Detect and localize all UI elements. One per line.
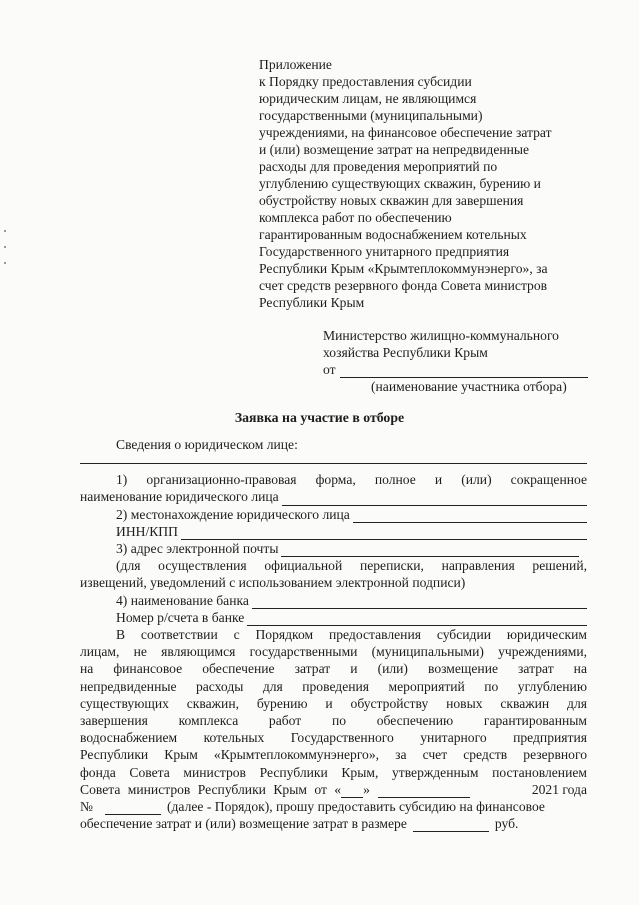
scan-mark xyxy=(4,262,6,264)
addressee-ministry: Министерство жилищно-коммунального xyxy=(323,328,559,343)
legal-entity-blank-line[interactable] xyxy=(80,453,587,464)
addressee-block xyxy=(323,327,603,395)
inn-label: ИНН/КПП xyxy=(116,523,178,539)
appendix-header xyxy=(259,56,599,311)
item1-row xyxy=(80,488,587,505)
item2-row xyxy=(80,506,587,523)
appendix-line: Республики Крым «Крымтеплокоммунэнерго», за xyxy=(259,261,548,276)
amount-row xyxy=(80,815,587,832)
paragraph-line: на финансовое обеспечение затрат и (или) возмещение затрат на xyxy=(80,661,587,677)
appendix-line: юридическим лицам, не являющимся xyxy=(259,91,477,106)
applicant-name-field[interactable] xyxy=(340,365,588,378)
bank-name-field[interactable] xyxy=(252,596,587,609)
resolution-number-field[interactable] xyxy=(105,803,161,815)
appendix-line: углублению существующих скважин, бурению и xyxy=(259,176,541,191)
resolution-month-field[interactable] xyxy=(378,786,470,798)
form-intro: Сведения о юридическом лице: xyxy=(116,437,298,452)
paragraph-line: фонда Совета министров Республики Крым, утвержденным постановлением xyxy=(80,764,587,780)
item2-label: 2) местонахождение юридического лица xyxy=(116,506,350,522)
entity-name-field[interactable] xyxy=(282,493,587,506)
account-number-field[interactable] xyxy=(247,613,587,626)
appendix-line: обустройству новых скважин для завершения xyxy=(259,193,524,208)
item3-note-line2: извещений, уведомлений с использованием электронной подписи) xyxy=(80,575,466,591)
inn-row xyxy=(80,523,587,540)
appendix-line: государственными (муниципальными) xyxy=(259,108,483,123)
resolution-day-close: » xyxy=(363,781,370,797)
location-field[interactable] xyxy=(353,510,587,523)
appendix-line: Государственного унитарного предприятия xyxy=(259,244,510,259)
item1-label: наименование юридического лица xyxy=(80,489,279,505)
item4-label: 4) наименование банка xyxy=(116,592,249,608)
from-label: от xyxy=(323,362,336,377)
currency-label: руб. xyxy=(494,816,519,832)
resolution-number-rest: (далее - Порядок), прошу предоставить субсидию на финансовое xyxy=(166,799,545,815)
paragraph-line: завершения комплекса работ по обеспечению гарантированным xyxy=(80,713,587,729)
scan-mark xyxy=(4,246,6,248)
account-label: Номер р/счета в банке xyxy=(116,609,245,625)
account-row xyxy=(80,609,587,626)
item1-text: 1) организационно-правовая форма, полное и (или) сокращенное xyxy=(116,472,587,488)
item3-label: 3) адрес электронной почты xyxy=(116,541,279,557)
subsidy-amount-field[interactable] xyxy=(413,820,489,832)
scan-margin-marks xyxy=(4,230,10,290)
paragraph-line: Республики Крым «Крымтеплокоммунэнерго», за счет средств резервного xyxy=(80,747,587,763)
inn-kpp-field[interactable] xyxy=(181,527,587,540)
item4-row xyxy=(80,592,587,609)
amount-prefix: обеспечение затрат и (или) возмещение затрат в размере xyxy=(80,816,407,832)
number-sign: № xyxy=(80,799,93,815)
paragraph-line: водоснабжением котельных Государственного унитарного предприятия xyxy=(80,730,587,746)
paragraph-line: существующих скважин, бурению и обустройству новых скважин для xyxy=(80,695,587,711)
item3-note-line1: (для осуществления официальной переписки, направления решений, xyxy=(116,558,587,574)
appendix-line: Республики Крым xyxy=(259,295,365,310)
appendix-line: расходы для проведения мероприятий по xyxy=(259,159,498,174)
appendix-line: счет средств резервного фонда Совета министров xyxy=(259,278,548,293)
appendix-line: к Порядку предоставления субсидии xyxy=(259,74,472,89)
resolution-number-row xyxy=(80,798,587,815)
appendix-line: и (или) возмещение затрат на непредвиденные xyxy=(259,142,530,157)
paragraph-line: лицам, не являющимся государственными (муниципальными) учреждениями, xyxy=(80,644,587,660)
applicant-name-caption: (наименование участника отбора) xyxy=(371,379,567,394)
paragraph-line: непредвиденные расходы для проведения мероприятий по углублению xyxy=(80,678,587,694)
resolution-prefix: Совета министров Республики Крым от « xyxy=(80,781,342,797)
document-title: Заявка на участие в отборе xyxy=(234,410,405,425)
resolution-year: 2021 года xyxy=(531,781,587,797)
appendix-line: комплекса работ по обеспечению xyxy=(259,210,452,225)
paragraph-line: В соответствии с Порядком предоставления субсидии юридическим xyxy=(116,627,587,643)
from-row xyxy=(323,361,603,378)
appendix-line: учреждениями, на финансовое обеспечение затрат xyxy=(259,125,552,140)
appendix-line: гарантированным водоснабжением котельных xyxy=(259,227,527,242)
application-form xyxy=(80,436,587,832)
resolution-date-row xyxy=(80,781,587,798)
appendix-line: Приложение xyxy=(259,57,332,72)
addressee-ministry-cont: хозяйства Республики Крым xyxy=(323,345,488,360)
resolution-day-field[interactable] xyxy=(341,786,363,798)
email-field[interactable] xyxy=(281,544,579,557)
item3-row xyxy=(80,540,587,557)
scan-mark xyxy=(4,230,6,232)
